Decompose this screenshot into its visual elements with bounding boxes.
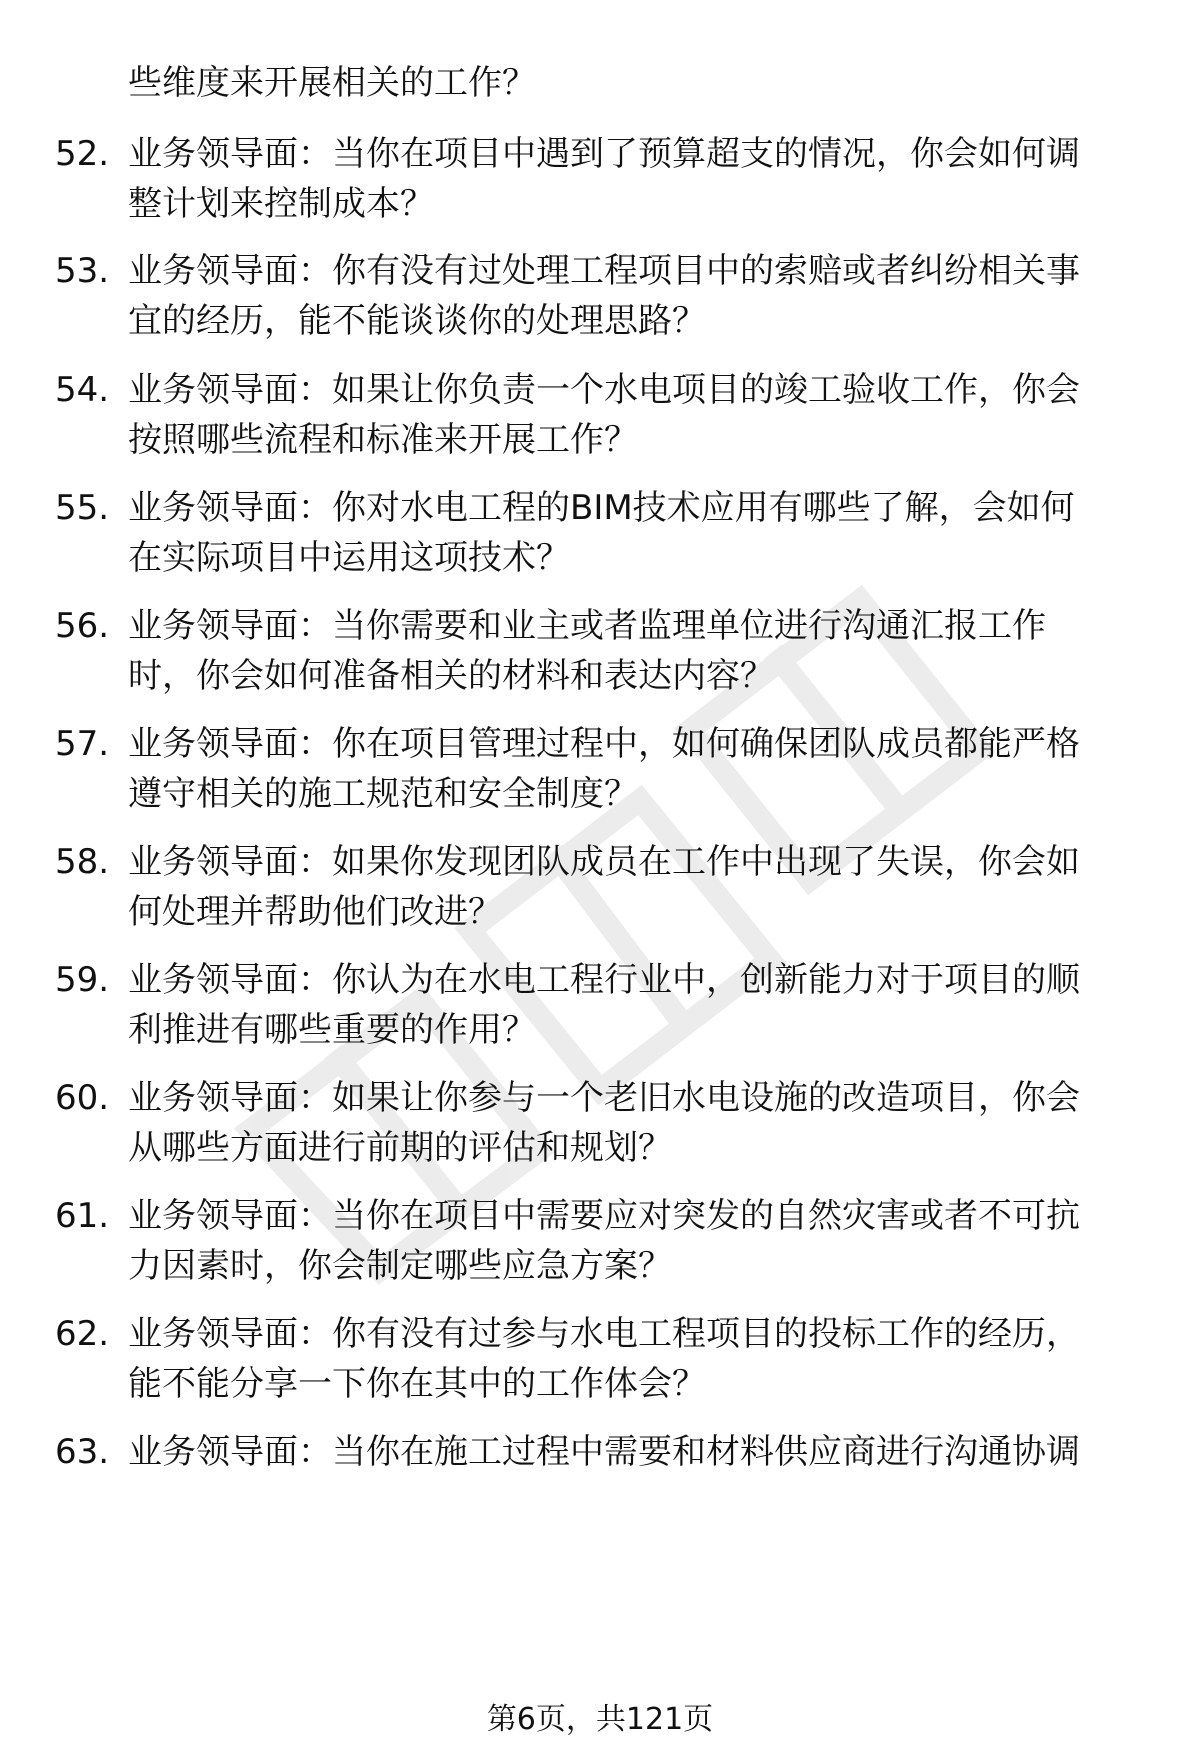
- question-line: 能不能分享一下你在其中的工作体会？: [128, 1364, 706, 1404]
- question-number: 62.: [55, 1314, 110, 1354]
- question-number: 53.: [55, 251, 110, 291]
- question-line: 宜的经历，能不能谈谈你的处理思路？: [128, 301, 706, 341]
- question-line: 业务领导面：当你在项目中遇到了预算超支的情况，你会如何调: [128, 134, 1080, 174]
- question-line: 整计划来控制成本？: [128, 184, 434, 224]
- question-line: 按照哪些流程和标准来开展工作？: [128, 420, 638, 460]
- question-line: 业务领导面：你有没有过处理工程项目中的索赔或者纠纷相关事: [128, 251, 1080, 291]
- question-number: 57.: [55, 724, 110, 764]
- question-number: 60.: [55, 1078, 110, 1118]
- question-line: 业务领导面：如果你发现团队成员在工作中出现了失误，你会如: [128, 842, 1080, 882]
- question-line: 业务领导面：你对水电工程的BIM技术应用有哪些了解，会如何: [128, 488, 1075, 528]
- question-line: 从哪些方面进行前期的评估和规划？: [128, 1128, 672, 1168]
- question-line: 何处理并帮助他们改进？: [128, 892, 502, 932]
- question-number: 55.: [55, 488, 110, 528]
- question-number: 56.: [55, 606, 110, 646]
- page-footer: 第6页，共121页: [486, 1702, 714, 1737]
- question-line: 业务领导面：当你需要和业主或者监理单位进行沟通汇报工作: [128, 606, 1046, 646]
- question-line: 时，你会如何准备相关的材料和表达内容？: [128, 656, 774, 696]
- question-line: 业务领导面：如果让你负责一个水电项目的竣工验收工作，你会: [128, 370, 1080, 410]
- question-line: 业务领导面：如果让你参与一个老旧水电设施的改造项目，你会: [128, 1078, 1080, 1118]
- question-line: 利推进有哪些重要的作用？: [128, 1010, 536, 1050]
- continuation-line: 些维度来开展相关的工作？: [128, 63, 536, 103]
- question-line: 业务领导面：你认为在水电工程行业中，创新能力对于项目的顺: [128, 960, 1080, 1000]
- question-line: 在实际项目中运用这项技术？: [128, 538, 570, 578]
- question-line: 业务领导面：当你在项目中需要应对突发的自然灾害或者不可抗: [128, 1196, 1080, 1236]
- question-line: 业务领导面：你在项目管理过程中，如何确保团队成员都能严格: [128, 724, 1080, 764]
- question-line: 遵守相关的施工规范和安全制度？: [128, 774, 638, 814]
- question-line: 力因素时，你会制定哪些应急方案？: [128, 1246, 672, 1286]
- question-number: 52.: [55, 134, 110, 174]
- question-number: 59.: [55, 960, 110, 1000]
- question-number: 63.: [55, 1432, 110, 1472]
- question-line: 业务领导面：当你在施工过程中需要和材料供应商进行沟通协调: [128, 1432, 1080, 1472]
- question-line: 业务领导面：你有没有过参与水电工程项目的投标工作的经历，: [128, 1314, 1080, 1354]
- question-number: 61.: [55, 1196, 110, 1236]
- question-number: 58.: [55, 842, 110, 882]
- question-number: 54.: [55, 370, 110, 410]
